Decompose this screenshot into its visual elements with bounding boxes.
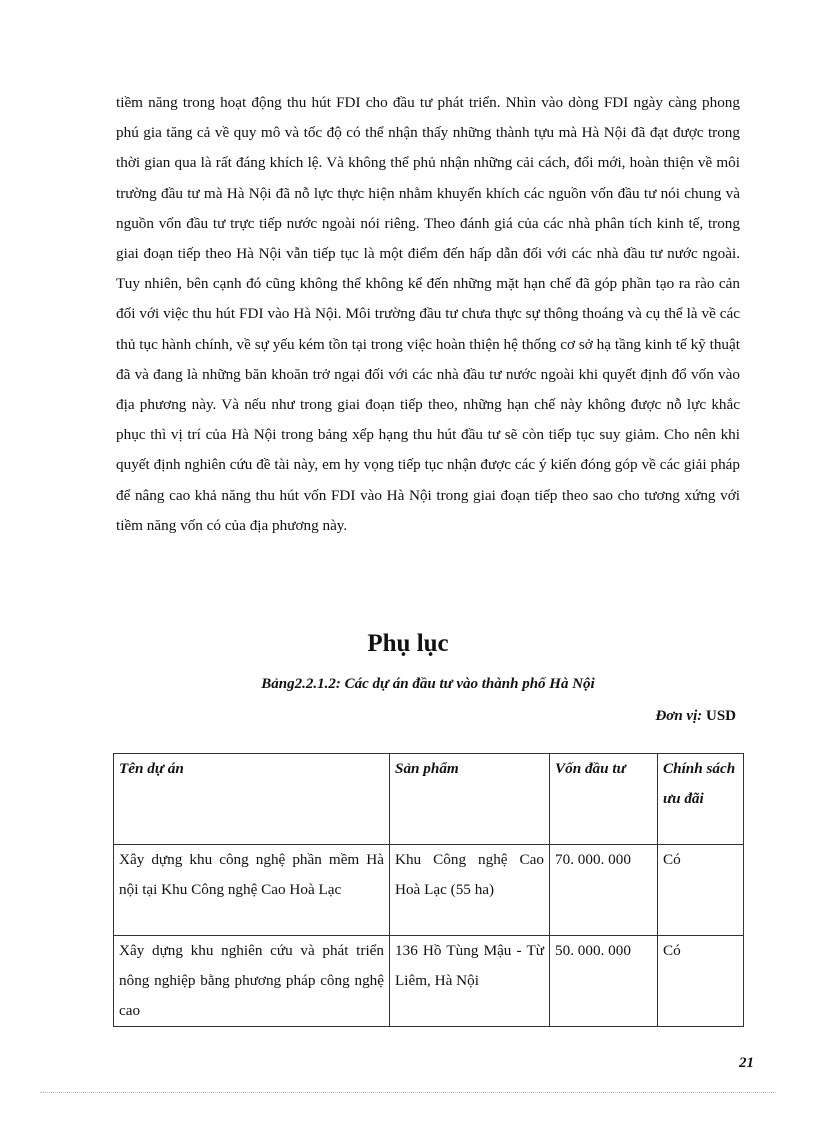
header-capital: Vốn đầu tư [550,754,658,845]
cell-product: Khu Công nghệ Cao Hoà Lạc (55 ha) [390,845,550,936]
table-header-row [114,754,744,845]
page-bottom-divider [40,1092,776,1093]
body-paragraph: tiềm năng trong hoạt động thu hút FDI cho đầu tư phát triển. Nhìn vào dòng FDI ngày càng phong phú gia tăng cả về quy mô và tốc độ có thể nhận thấy những thành tựu mà Hà Nội đã đạt được trong thời gian qua là rất đáng khích lệ. Và không thể phủ nhận những cải cách, đổi mới, hoàn thiện về môi trường đầu tư mà Hà Nội đã nỗ lực thực hiện nhằm khuyến khích các nguồn vốn đầu tư nói chung và nguồn vốn đầu tư trực tiếp nước ngoài nói riêng. Theo đánh giá của các nhà phân tích kinh tế, trong giai đoạn tiếp theo Hà Nội vẫn tiếp tục là một điểm đến hấp dẫn đối với các nhà đầu tư nước ngoài. Tuy nhiên, bên cạnh đó cũng không thể không kể đến những mặt hạn chế đã góp phần tạo ra rào cản đối với việc thu hút FDI vào Hà Nội. Môi trường đầu tư chưa thực sự thông thoáng và cụ thể là về các thủ tục hành chính, về sự yếu kém tồn tại trong việc hoàn thiện hệ thống cơ sở hạ tầng kinh tế kỹ thuật đã và đang là những băn khoăn trở ngại đối với các nhà đầu tư nước ngoài khi quyết định đổ vốn vào địa phương này. Và nếu như trong giai đoạn tiếp theo, những hạn chế này không được nỗ lực khắc phục thì vị trí của Hà Nội trong bảng xếp hạng thu hút đầu tư sẽ còn tiếp tục suy giảm. Cho nên khi quyết định nghiên cứu đề tài này, em hy vọng tiếp tục nhận được các ý kiến đóng góp về các giải pháp để nâng cao khả năng thu hút vốn FDI vào Hà Nội trong giai đoạn tiếp theo sao cho tương xứng với tiềm năng vốn có của địa phương này. [116,94,740,534]
cell-incentive: Có [658,936,744,1027]
table-row [114,936,744,1027]
header-product: Sản phẩm [390,754,550,845]
unit-label [655,708,736,725]
table-caption: Bảng2.2.1.2: Các dự án đầu tư vào thành phố Hà Nội [261,676,595,692]
cell-project-name: Xây dựng khu nghiên cứu và phát triển nông nghiệp bằng phương pháp công nghệ cao [114,936,390,1027]
cell-project-name: Xây dựng khu công nghệ phần mềm Hà nội tại Khu Công nghệ Cao Hoà Lạc [114,845,390,936]
page-number: 21 [739,1055,754,1071]
appendix-title: Phụ lục [367,630,449,657]
unit-value: USD [705,708,736,724]
cell-product: 136 Hồ Tùng Mậu - Từ Liêm, Hà Nội [390,936,550,1027]
cell-capital: 50. 000. 000 [550,936,658,1027]
table-row [114,845,744,936]
cell-incentive: Có [658,845,744,936]
header-incentive: Chính sách ưu đãi [658,754,744,845]
cell-capital: 70. 000. 000 [550,845,658,936]
projects-table [113,753,744,1027]
header-project-name: Tên dự án [114,754,390,845]
unit-label-text: Đơn vị: [655,708,703,724]
